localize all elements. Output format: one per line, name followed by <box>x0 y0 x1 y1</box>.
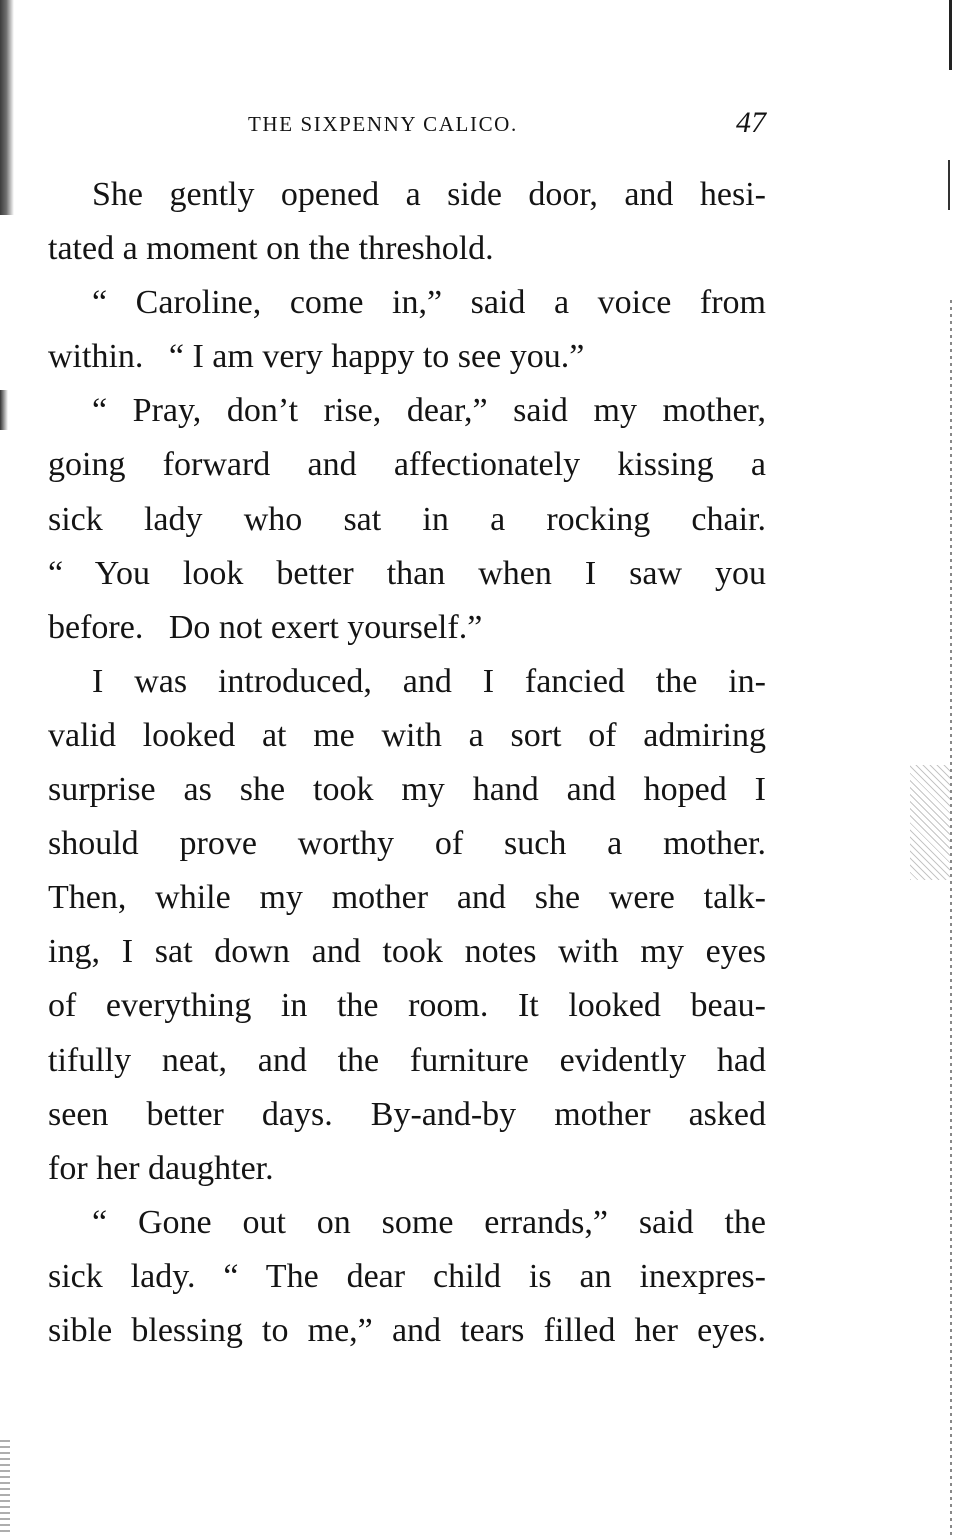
text-line: should prove worthy of such a mother. <box>48 825 766 863</box>
text-line: “ Gone out on some errands,” said the <box>92 1203 766 1241</box>
text-line: going forward and affectionately kissing a <box>48 446 766 484</box>
scan-edge-speckle-left <box>0 1440 10 1536</box>
text-line: sick lady. “ The dear child is an inexpres- <box>48 1257 766 1295</box>
body-text <box>48 168 766 1358</box>
text-line: She gently opened a side door, and hesi- <box>92 176 766 213</box>
scan-edge-shadow-left <box>0 0 14 215</box>
scan-smudge-right <box>910 765 950 880</box>
text-line: tifully neat, and the furniture evidently had <box>48 1041 766 1079</box>
page-number: 47 <box>736 106 766 139</box>
paragraph <box>48 168 766 276</box>
paragraph <box>48 276 766 384</box>
text-line: seen better days. By-and-by mother asked <box>48 1095 766 1133</box>
text-line: sible blessing to me,” and tears filled her eyes. <box>48 1311 766 1349</box>
text-line: of everything in the room. It looked beau- <box>48 987 766 1025</box>
text-line: ing, I sat down and took notes with my eyes <box>48 933 766 971</box>
text-line: before. Do not exert yourself.” <box>48 608 483 646</box>
page-header <box>48 106 766 140</box>
text-line: for her daughter. <box>48 1149 274 1187</box>
scan-edge-mark-left <box>0 390 8 430</box>
scan-edge-line-right <box>950 300 952 1536</box>
text-line: “ You look better than when I saw you <box>48 554 766 592</box>
text-line: “ Caroline, come in,” said a voice from <box>92 284 766 322</box>
scan-edge-mark-right <box>949 0 952 70</box>
paragraph <box>48 1196 766 1358</box>
paragraph <box>48 655 766 1196</box>
text-line: Then, while my mother and she were talk- <box>48 879 766 917</box>
text-line: valid looked at me with a sort of admiring <box>48 716 766 754</box>
running-title: THE SIXPENNY CALICO. <box>248 112 518 136</box>
scan-edge-mark-right-2 <box>948 160 950 210</box>
text-line: “ Pray, don’t rise, dear,” said my mother, <box>92 392 766 430</box>
text-line: tated a moment on the threshold. <box>48 230 494 268</box>
text-line: sick lady who sat in a rocking chair. <box>48 500 766 538</box>
paragraph <box>48 384 766 654</box>
text-line: surprise as she took my hand and hoped I <box>48 771 766 809</box>
text-line: within. “ I am very happy to see you.” <box>48 338 585 376</box>
text-line: I was introduced, and I fancied the in- <box>92 662 766 700</box>
